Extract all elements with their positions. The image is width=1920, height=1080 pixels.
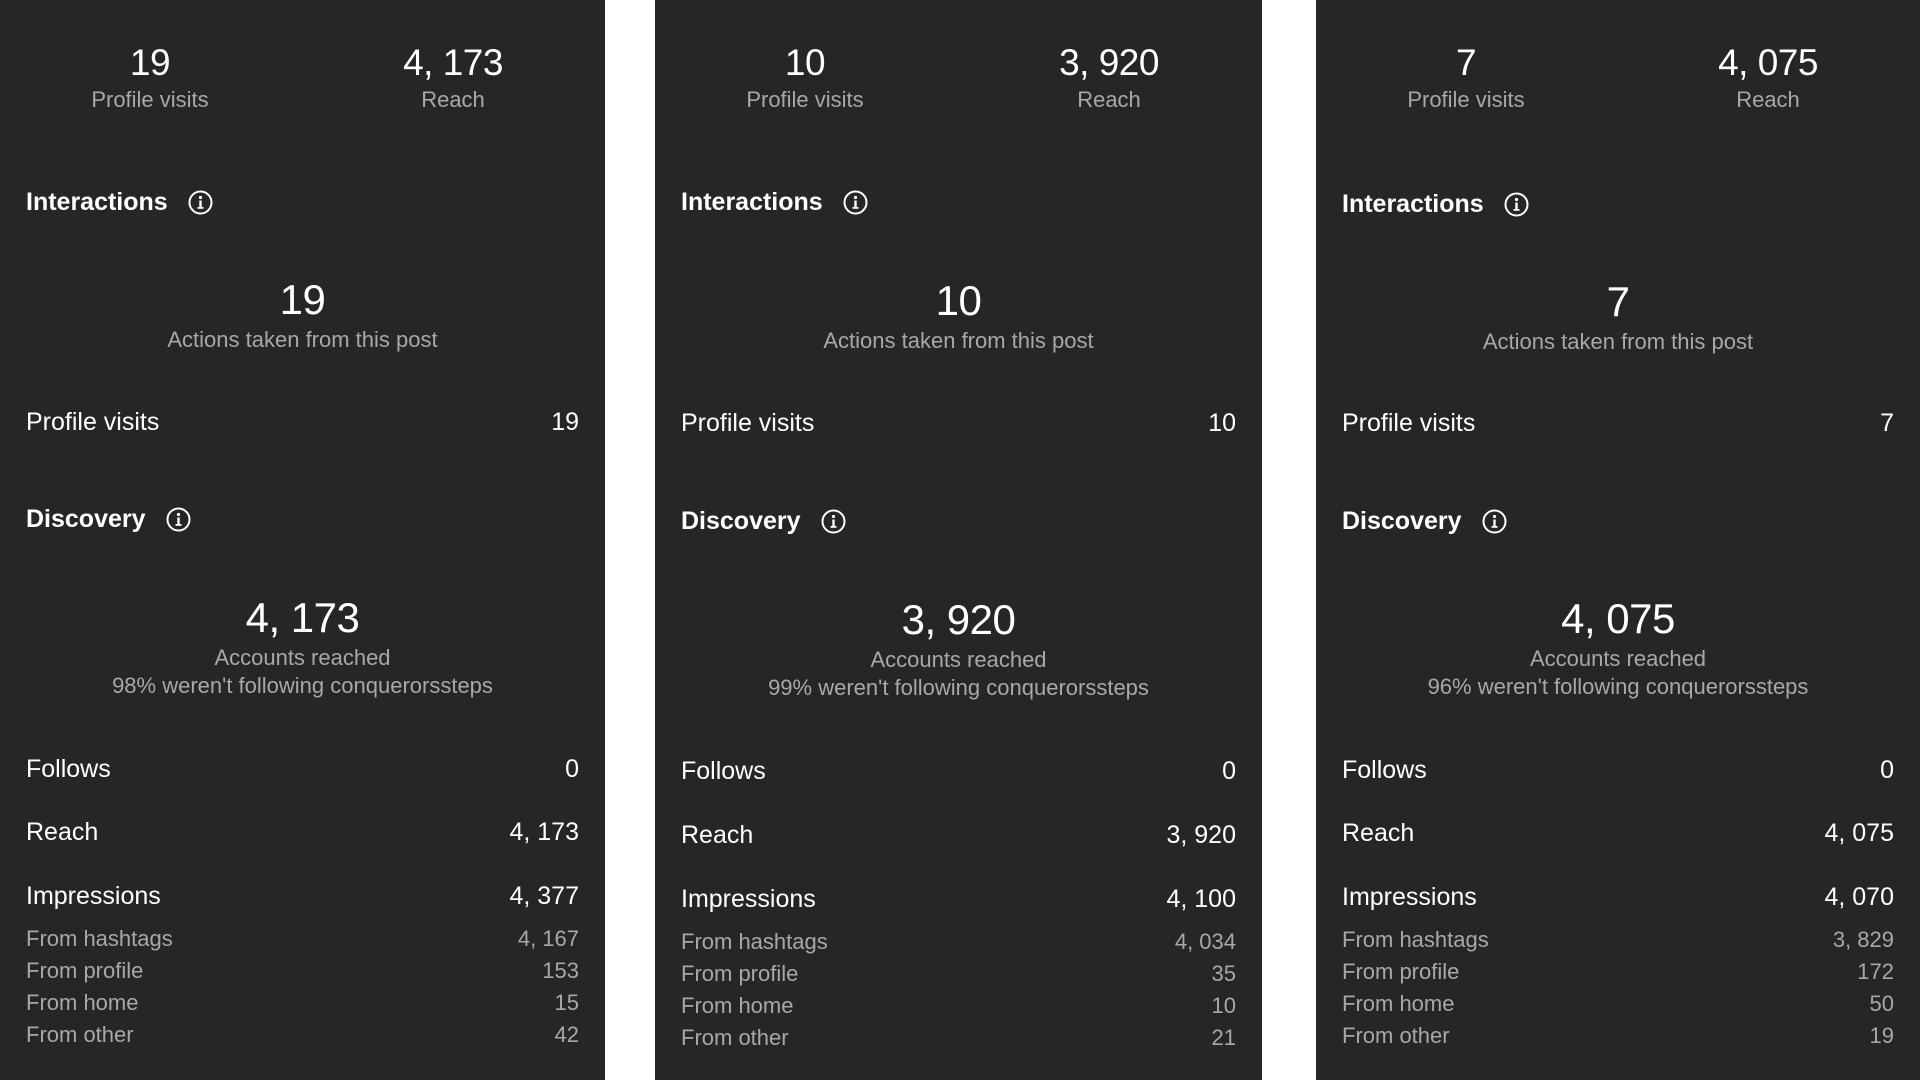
top-reach-value: 3, 920 (1059, 42, 1159, 83)
reach-value: 3, 920 (1166, 821, 1236, 849)
reach-value: 4, 075 (1824, 819, 1894, 847)
follows-row (681, 757, 1236, 786)
breakdown-label: From profile (1342, 959, 1460, 984)
breakdown-label: From hashtags (1342, 927, 1489, 952)
breakdown-value: 15 (554, 990, 579, 1015)
insights-panel-2 (655, 0, 1262, 1080)
discovery-summary (655, 594, 1262, 702)
discovery-big-value: 4, 173 (245, 594, 360, 641)
interactions-summary (0, 274, 605, 354)
follows-label: Follows (26, 755, 111, 783)
info-icon[interactable] (843, 190, 868, 215)
interactions-caption: Actions taken from this post (1482, 329, 1754, 354)
impressions-row (681, 885, 1236, 914)
impressions-value: 4, 070 (1824, 883, 1894, 911)
breakdown-value: 172 (1857, 959, 1894, 984)
breakdown-row (26, 1022, 579, 1048)
profile-visits-label: Profile visits (1342, 409, 1476, 437)
interactions-caption: Actions taken from this post (167, 327, 438, 352)
breakdown-row (681, 1025, 1236, 1051)
follows-row (26, 755, 579, 784)
breakdown-label: From other (1342, 1023, 1450, 1048)
breakdown-label: From profile (681, 961, 799, 986)
profile-visits-row (681, 409, 1236, 438)
profile-visits-value: 10 (1208, 409, 1236, 437)
top-stats (1316, 40, 1920, 130)
interactions-summary (655, 275, 1262, 355)
interactions-big-value: 19 (279, 276, 326, 323)
breakdown-value: 50 (1869, 991, 1894, 1016)
profile-visits-value: 19 (551, 408, 579, 436)
discovery-caption-1: Accounts reached (214, 645, 391, 670)
breakdown-value: 4, 167 (517, 926, 579, 951)
impressions-row (26, 882, 579, 911)
discovery-heading (681, 507, 846, 536)
breakdown-row (1342, 959, 1894, 985)
info-icon[interactable] (1504, 192, 1529, 217)
interactions-title: Interactions (1342, 190, 1484, 218)
follows-row (1342, 756, 1894, 785)
reach-label: Reach (1342, 819, 1415, 847)
breakdown-value: 3, 829 (1832, 927, 1894, 952)
breakdown-row (681, 993, 1236, 1019)
top-stat-profile-visits (695, 40, 915, 114)
breakdown-label: From other (681, 1025, 789, 1050)
breakdown-value: 19 (1869, 1023, 1894, 1048)
discovery-caption-1: Accounts reached (870, 647, 1047, 672)
top-stats (0, 40, 605, 130)
breakdown-row (681, 961, 1236, 987)
discovery-caption-2: 98% weren't following conquerorssteps (112, 673, 493, 698)
breakdown-row (681, 929, 1236, 955)
breakdown-value: 35 (1211, 961, 1236, 986)
top-reach-value: 4, 173 (403, 42, 503, 83)
insights-panel-3 (1316, 0, 1920, 1080)
discovery-summary (1316, 593, 1920, 701)
interactions-heading (26, 188, 213, 217)
profile-visits-row (26, 408, 579, 437)
impressions-label: Impressions (681, 885, 816, 913)
breakdown-row (26, 990, 579, 1016)
top-stats (655, 40, 1262, 130)
top-stat-profile-visits (1356, 40, 1576, 114)
breakdown-value: 21 (1211, 1025, 1236, 1050)
breakdown-label: From other (26, 1022, 134, 1047)
discovery-caption-2: 99% weren't following conquerorssteps (768, 675, 1149, 700)
discovery-title: Discovery (1342, 507, 1462, 535)
info-icon[interactable] (1482, 509, 1507, 534)
top-profile-visits-value: 7 (1455, 42, 1477, 83)
profile-visits-value: 7 (1880, 409, 1894, 437)
breakdown-label: From home (1342, 991, 1455, 1016)
interactions-heading (1342, 190, 1529, 219)
impressions-row (1342, 883, 1894, 912)
top-profile-visits-value: 10 (784, 42, 826, 83)
interactions-caption: Actions taken from this post (823, 328, 1094, 353)
breakdown-label: From hashtags (681, 929, 828, 954)
top-stat-reach (1658, 40, 1878, 114)
discovery-heading (1342, 507, 1507, 536)
profile-visits-label: Profile visits (681, 409, 815, 437)
follows-value: 0 (565, 755, 579, 783)
profile-visits-row (1342, 409, 1894, 438)
interactions-big-value: 7 (1606, 278, 1630, 325)
discovery-title: Discovery (681, 507, 801, 535)
impressions-value: 4, 377 (509, 882, 579, 910)
reach-row (681, 821, 1236, 850)
discovery-caption-2: 96% weren't following conquerorssteps (1427, 674, 1809, 699)
discovery-summary (0, 592, 605, 700)
breakdown-label: From home (26, 990, 139, 1015)
breakdown-row (26, 958, 579, 984)
follows-value: 0 (1222, 757, 1236, 785)
top-reach-label: Reach (1077, 87, 1141, 112)
discovery-heading (26, 505, 191, 534)
top-profile-visits-label: Profile visits (91, 87, 209, 112)
breakdown-value: 42 (554, 1022, 579, 1047)
breakdown-row (1342, 1023, 1894, 1049)
top-reach-value: 4, 075 (1718, 42, 1818, 83)
interactions-big-value: 10 (935, 277, 982, 324)
reach-row (26, 818, 579, 847)
reach-label: Reach (26, 818, 99, 846)
top-profile-visits-label: Profile visits (1407, 87, 1525, 112)
interactions-summary (1316, 276, 1920, 356)
info-icon[interactable] (188, 190, 213, 215)
breakdown-row (1342, 991, 1894, 1017)
discovery-big-value: 3, 920 (901, 596, 1016, 643)
breakdown-row (1342, 927, 1894, 953)
top-reach-label: Reach (1736, 87, 1800, 112)
profile-visits-label: Profile visits (26, 408, 160, 436)
interactions-title: Interactions (26, 188, 168, 216)
reach-value: 4, 173 (509, 818, 579, 846)
top-stat-profile-visits (40, 40, 260, 114)
breakdown-label: From profile (26, 958, 144, 983)
reach-row (1342, 819, 1894, 848)
discovery-caption-1: Accounts reached (1529, 646, 1707, 671)
discovery-big-value: 4, 075 (1561, 595, 1675, 642)
impressions-value: 4, 100 (1166, 885, 1236, 913)
breakdown-row (26, 926, 579, 952)
follows-value: 0 (1880, 756, 1894, 784)
impressions-label: Impressions (26, 882, 161, 910)
top-profile-visits-value: 19 (129, 42, 171, 83)
top-profile-visits-label: Profile visits (746, 87, 864, 112)
reach-label: Reach (681, 821, 754, 849)
follows-label: Follows (681, 757, 766, 785)
breakdown-value: 4, 034 (1174, 929, 1236, 954)
discovery-title: Discovery (26, 505, 146, 533)
follows-label: Follows (1342, 756, 1427, 784)
insights-panel-1 (0, 0, 605, 1080)
interactions-heading (681, 188, 868, 217)
top-stat-reach (999, 40, 1219, 114)
breakdown-value: 10 (1211, 993, 1236, 1018)
breakdown-label: From home (681, 993, 794, 1018)
breakdown-value: 153 (542, 958, 579, 983)
top-reach-label: Reach (421, 87, 485, 112)
info-icon[interactable] (166, 507, 191, 532)
info-icon[interactable] (821, 509, 846, 534)
top-stat-reach (343, 40, 563, 114)
impressions-label: Impressions (1342, 883, 1477, 911)
interactions-title: Interactions (681, 188, 823, 216)
breakdown-label: From hashtags (26, 926, 173, 951)
